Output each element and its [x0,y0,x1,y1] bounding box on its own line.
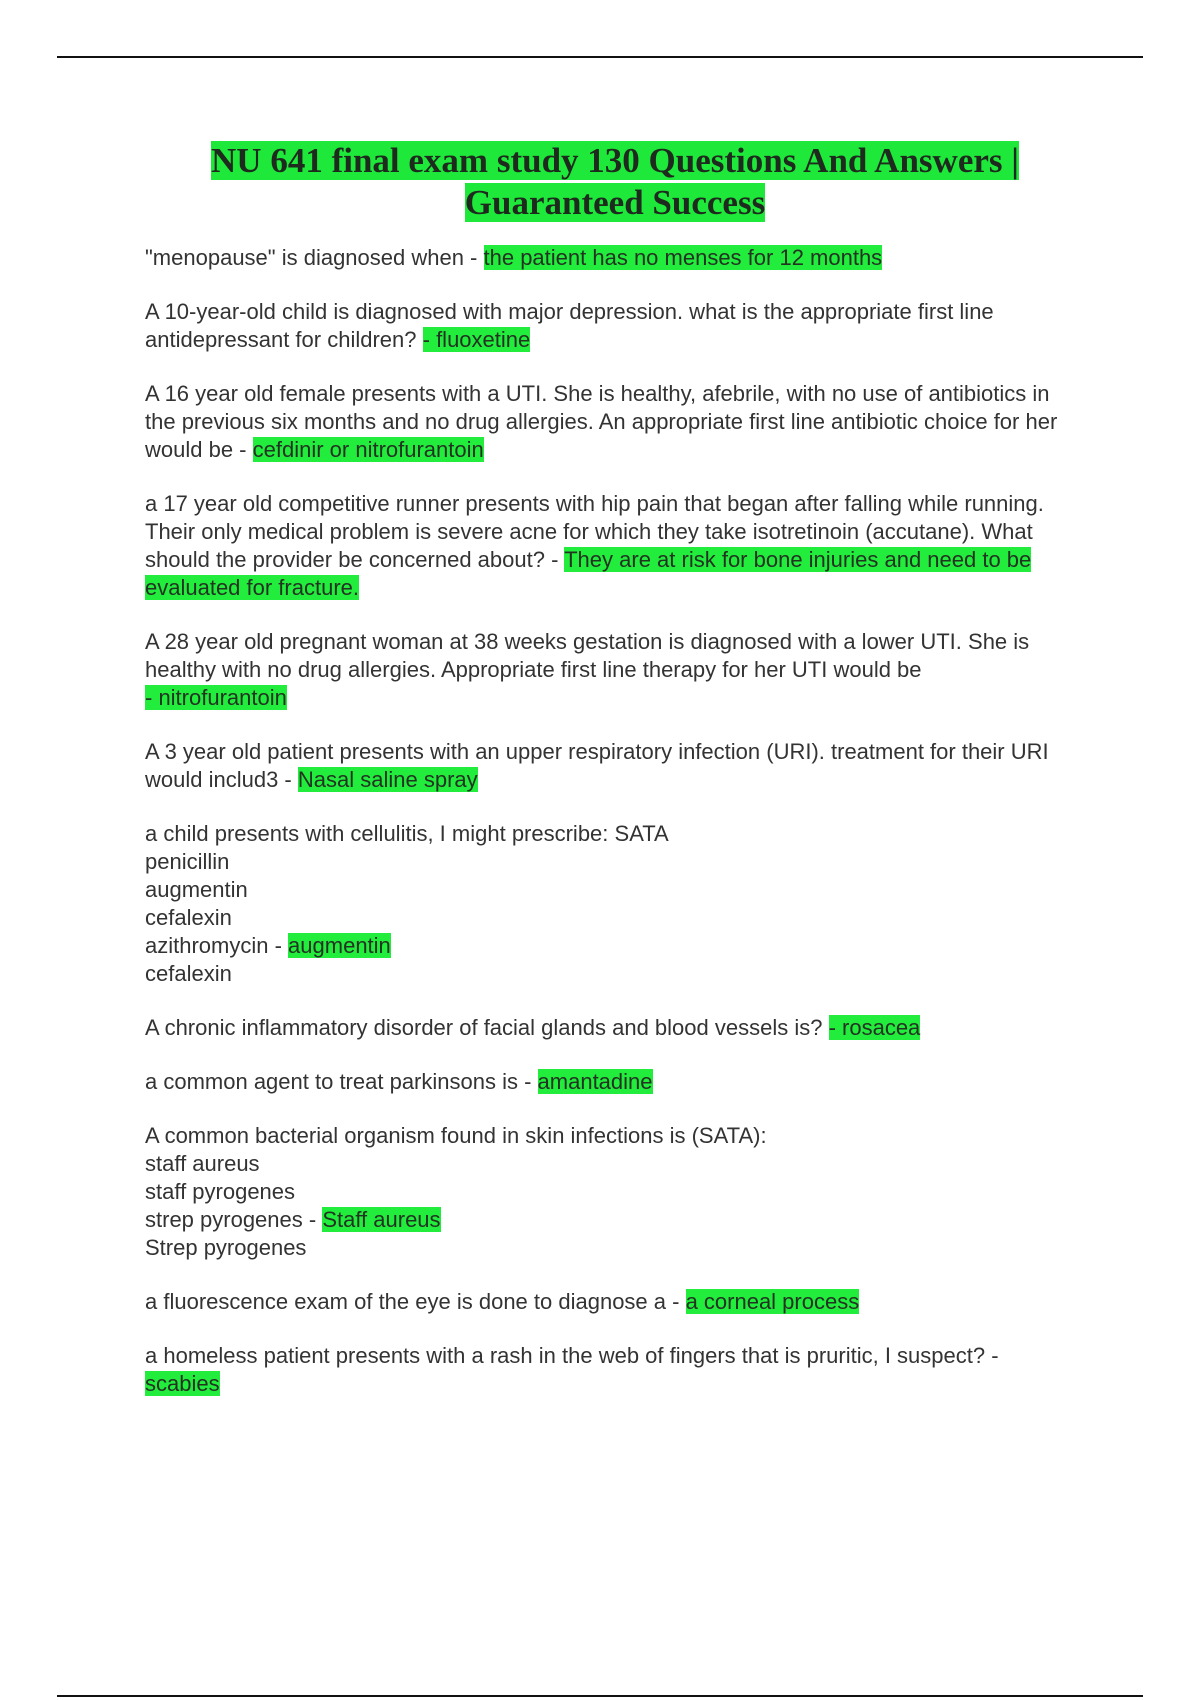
qa-item [145,1122,1085,1262]
footer-rule [57,1695,1143,1697]
answer-text: cefdinir or nitrofurantoin [252,437,484,462]
qa-item [145,738,1085,794]
answer-text: - fluoxetine [422,327,531,352]
question-text: a common agent to treat parkinsons is - [145,1069,538,1094]
title-text: NU 641 final exam study 130 Questions And Answers | Guaranteed Success [211,141,1019,222]
answer-text: amantadine [537,1069,653,1094]
document-page [145,140,1085,1424]
document-title [145,140,1085,224]
qa-item [145,1068,1085,1096]
question-text: a 17 year old competitive runner presents with hip pain that began after falling while running. Their only medical problem is severe acne for which they take isotretinoin (accutane). What should the provider be concerned about? - [145,491,1044,572]
question-text: A 3 year old patient presents with an upper respiratory infection (URI). treatment for their URI would includ3 - [145,739,1049,792]
question-tail: cefalexin [145,961,232,986]
qa-list [145,244,1085,1398]
question-text: A 10-year-old child is diagnosed with major depression. what is the appropriate first line antidepressant for children? [145,299,994,352]
answer-text: - rosacea [828,1015,921,1040]
question-text: a fluorescence exam of the eye is done to diagnose a - [145,1289,686,1314]
question-tail: Strep pyrogenes [145,1235,307,1260]
qa-item [145,244,1085,272]
question-text: a child presents with cellulitis, I might prescribe: SATA penicillin augmentin cefalexin azithromycin - [145,821,669,958]
answer-text: Nasal saline spray [297,767,478,792]
qa-item [145,820,1085,988]
qa-item [145,628,1085,712]
question-text: A common bacterial organism found in skin infections is (SATA): staff aureus staff pyrogenes strep pyrogenes - [145,1123,767,1232]
answer-text: Staff aureus [322,1207,441,1232]
qa-item [145,298,1085,354]
question-text: a homeless patient presents with a rash in the web of fingers that is pruritic, I suspect? - [145,1343,999,1368]
answer-text: the patient has no menses for 12 months [483,245,883,270]
answer-text: They are at risk for bone injuries and need to be evaluated for fracture. [145,547,1032,600]
answer-text: - nitrofurantoin [145,685,287,710]
qa-item [145,1014,1085,1042]
answer-text: a corneal process [685,1289,860,1314]
qa-item [145,1342,1085,1398]
answer-text: augmentin [288,933,391,958]
qa-item [145,490,1085,602]
header-rule [57,56,1143,58]
question-text: A 16 year old female presents with a UTI. She is healthy, afebrile, with no use of antibiotics in the previous six months and no drug allergies. An appropriate first line antibiotic choice for her would be - [145,381,1058,462]
qa-item [145,380,1085,464]
question-text: A 28 year old pregnant woman at 38 weeks gestation is diagnosed with a lower UTI. She is healthy with no drug allergies. Appropriate first line therapy for her UTI would be [145,629,1030,682]
question-text: A chronic inflammatory disorder of facial glands and blood vessels is? [145,1015,829,1040]
qa-item [145,1288,1085,1316]
question-text: "menopause" is diagnosed when - [145,245,484,270]
answer-text: scabies [145,1371,220,1396]
